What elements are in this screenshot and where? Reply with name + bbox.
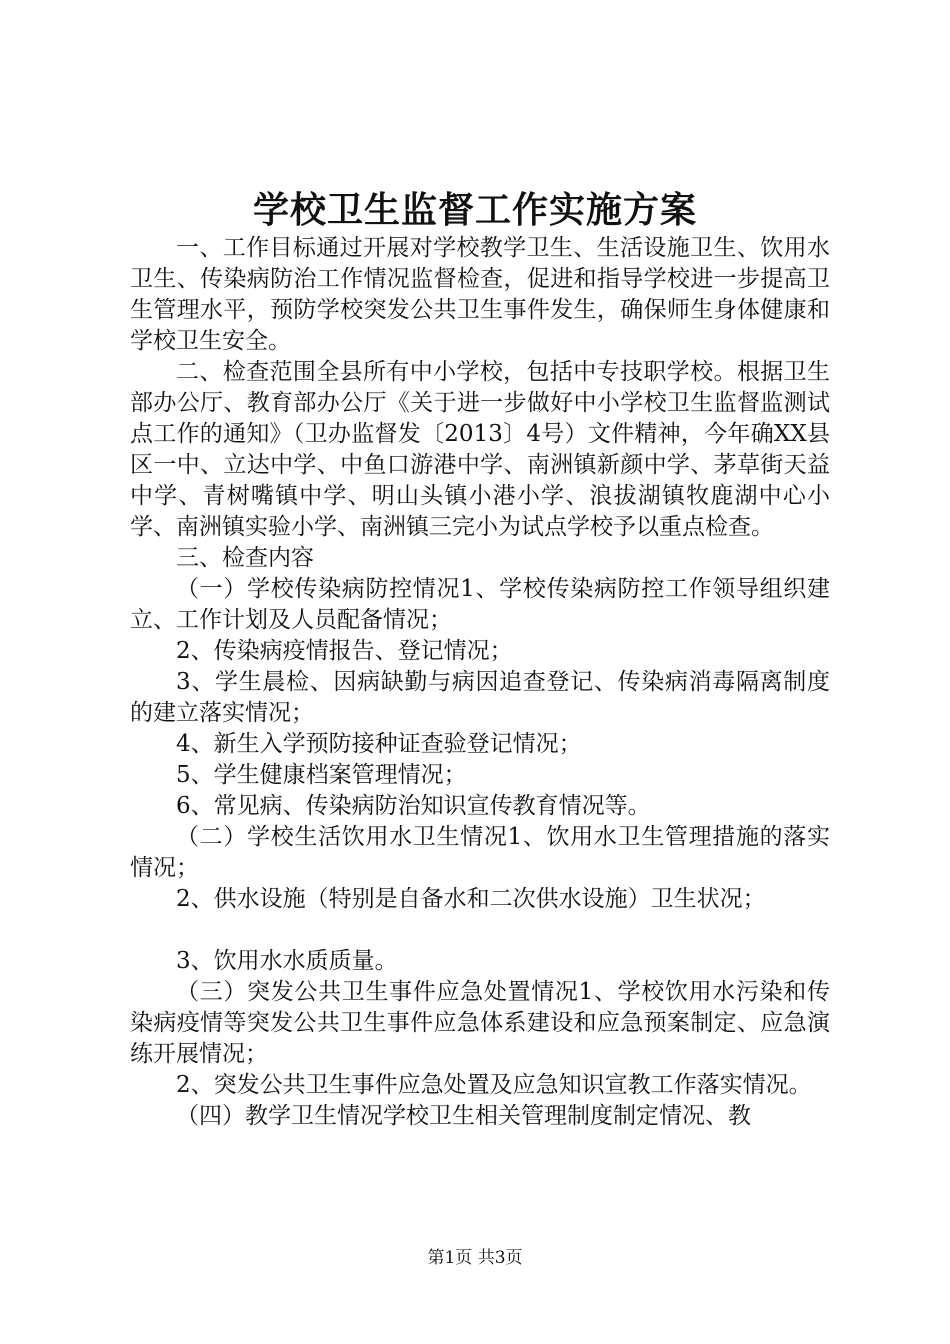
paragraph-section-1-item-2: 2、传染病疫情报告、登记情况； xyxy=(176,638,513,664)
paragraph-section-2-item-2: 2、供水设施（特别是自备水和二次供水设施）卫生状况； xyxy=(176,886,766,912)
document-body xyxy=(130,233,830,1132)
paragraph-section-3-item-2: 2、突发公共卫生事件应急处置及应急知识宣教工作落实情况。 xyxy=(176,1072,812,1098)
paragraph-inspection-scope: 二、检查范围全县所有中小学校，包括中专技职学校。根据卫生部办公厅、教育部办公厅《关于进一步做好中小学校卫生监督监测试点工作的通知》（卫办监督发〔2013〕4号）文件精神，今年确XX县区一中、立达中学、中鱼口游港中学、南洲镇新颜中学、茅草街天益中学、青树嘴镇中学、明山头镇小港小学、浪拔湖镇牧鹿湖中心小学、南洲镇实验小学、南洲镇三完小为试点学校予以重点检查。 xyxy=(130,359,830,540)
paragraph-section-1-item-5: 5、学生健康档案管理情况； xyxy=(176,762,467,788)
paragraph-section-4-start: （四）教学卫生情况学校卫生相关管理制度制定情况、教 xyxy=(176,1103,751,1129)
paragraph-section-3-item-1: （三）突发公共卫生事件应急处置情况1、学校饮用水污染和传染病疫情等突发公共卫生事件应急体系建设和应急预案制定、应急演练开展情况； xyxy=(130,979,830,1067)
paragraph-section-2-item-3: 3、饮用水水质质量。 xyxy=(176,948,398,974)
paragraph-section-1-item-1: （一）学校传染病防控情况1、学校传染病防控工作领导组织建立、工作计划及人员配备情况； xyxy=(130,576,830,633)
paragraph-inspection-content-heading: 三、检查内容 xyxy=(176,545,314,571)
document-title: 学校卫生监督工作实施方案 xyxy=(252,189,697,231)
page-number-footer: 第1页 共3页 xyxy=(427,1248,523,1268)
paragraph-section-1-item-4: 4、新生入学预防接种证查验登记情况； xyxy=(176,731,582,757)
paragraph-work-goal: 一、工作目标通过开展对学校教学卫生、生活设施卫生、饮用水卫生、传染病防治工作情况监督检查，促进和指导学校进一步提高卫生管理水平，预防学校突发公共卫生事件发生，确保师生身体健康和学校卫生安全。 xyxy=(130,235,830,354)
paragraph-section-1-item-3: 3、学生晨检、因病缺勤与病因追查登记、传染病消毒隔离制度的建立落实情况； xyxy=(130,669,830,726)
paragraph-section-2-item-1: （二）学校生活饮用水卫生情况1、饮用水卫生管理措施的落实情况； xyxy=(130,824,830,881)
paragraph-section-1-item-6: 6、常见病、传染病防治知识宣传教育情况等。 xyxy=(176,793,651,819)
